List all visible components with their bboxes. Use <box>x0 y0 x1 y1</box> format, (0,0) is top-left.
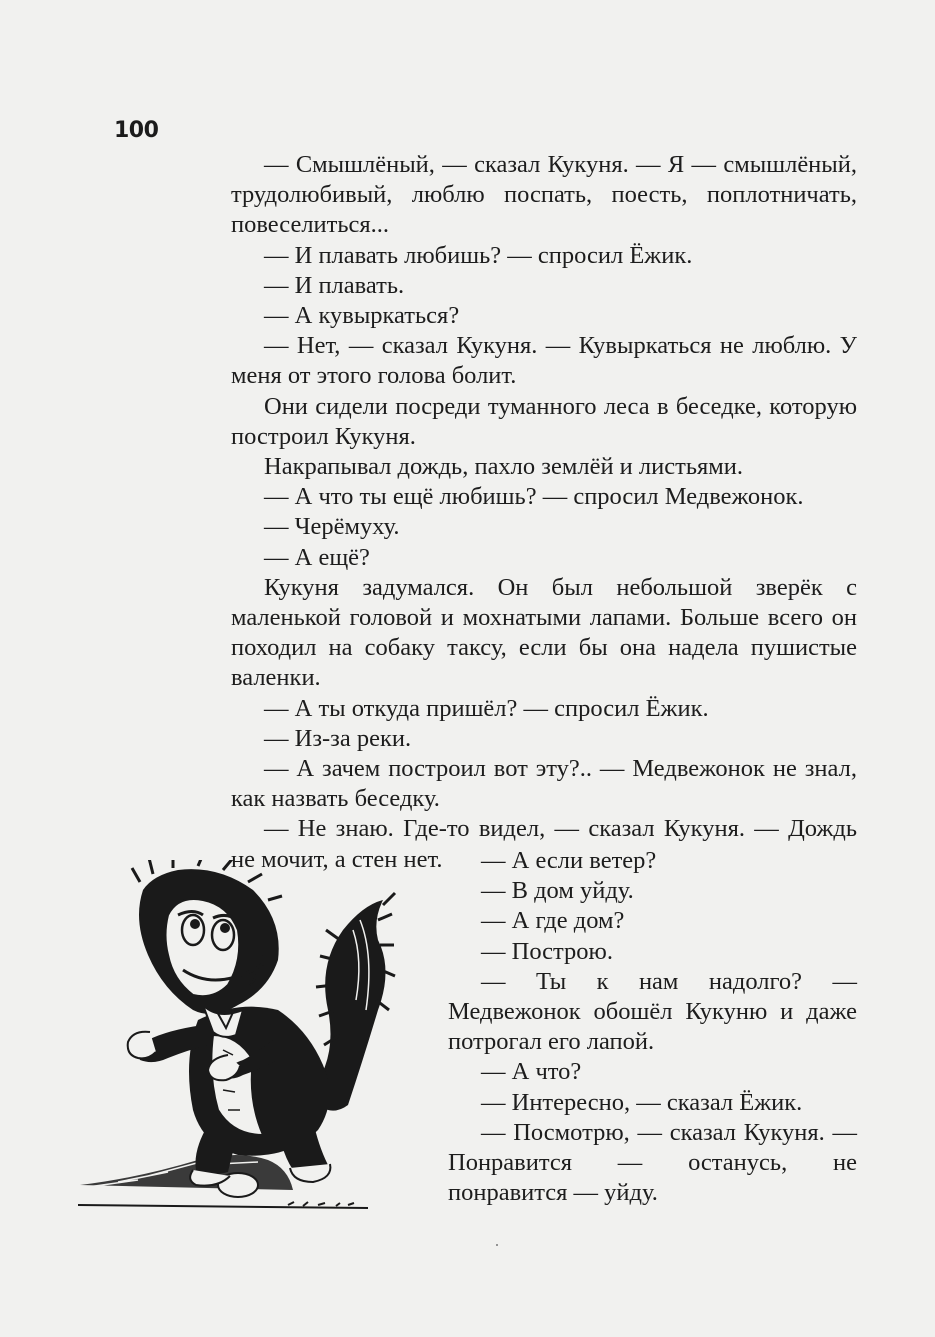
paragraph: — Черёмуху. <box>264 513 400 541</box>
paragraph: — А что? <box>481 1058 582 1086</box>
paragraph: Они сидели посреди туманного леса в беседке, которую построил Кукуня. <box>231 392 857 450</box>
paragraph: — А ты откуда пришёл? — спросил Ёжик. <box>264 694 709 722</box>
kukunya-illustration <box>78 860 448 1220</box>
paragraph: — И плавать любишь? — спросил Ёжик. <box>264 241 693 269</box>
paragraph: — А где дом? <box>481 907 625 935</box>
paragraph: — А ещё? <box>264 543 370 571</box>
paragraph: — А зачем построил вот эту?.. — Медвежонок не знал, как назвать беседку. <box>231 755 857 813</box>
head <box>132 860 282 1014</box>
paragraph: — Построю. <box>481 937 613 965</box>
paragraph: — А если ветер? <box>481 847 657 874</box>
paragraph: Накрапывал дождь, пахло землёй и листьями. <box>264 453 744 481</box>
lower-text-block <box>448 846 857 1208</box>
paragraph: — Интересно, — сказал Ёжик. <box>481 1088 803 1116</box>
paragraph: — Не знаю. Где-то видел, — сказал Кукуня. — Дождь не мочит, а стен нет. <box>231 815 857 873</box>
paragraph: — А что ты ещё любишь? — спросил Медвежонок. <box>264 483 804 511</box>
paragraph: Кукуня задумался. Он был небольшой зверёк с маленькой головой и мохнатыми лапами. Больше всего он походил на собаку таксу, если бы она надела пушистые валенки. <box>231 573 857 692</box>
paragraph: — Из-за реки. <box>264 724 412 752</box>
paragraph: — И плавать. <box>264 271 405 299</box>
page-number: 100 <box>114 118 159 143</box>
paragraph: — А кувыркаться? <box>264 302 460 330</box>
paragraph: — Смышлёный, — сказал Кукуня. — Я — смышлёный, трудолюбивый, люблю поспать, поесть, поплотничать, повеселиться... <box>231 151 857 239</box>
paragraph: — Нет, — сказал Кукуня. — Кувыркаться не люблю. У меня от этого голова болит. <box>231 332 857 390</box>
paragraph: — Ты к нам надолго? — Медвежонок обошёл Кукуню и даже потрогал его лапой. <box>448 967 857 1056</box>
upper-text-block <box>231 150 857 875</box>
paragraph: — В дом уйду. <box>481 877 634 905</box>
paragraph: — Посмотрю, — сказал Кукуня. — Понравится — останусь, не понравится — уйду. <box>448 1118 857 1207</box>
stray-dot <box>496 1244 498 1246</box>
